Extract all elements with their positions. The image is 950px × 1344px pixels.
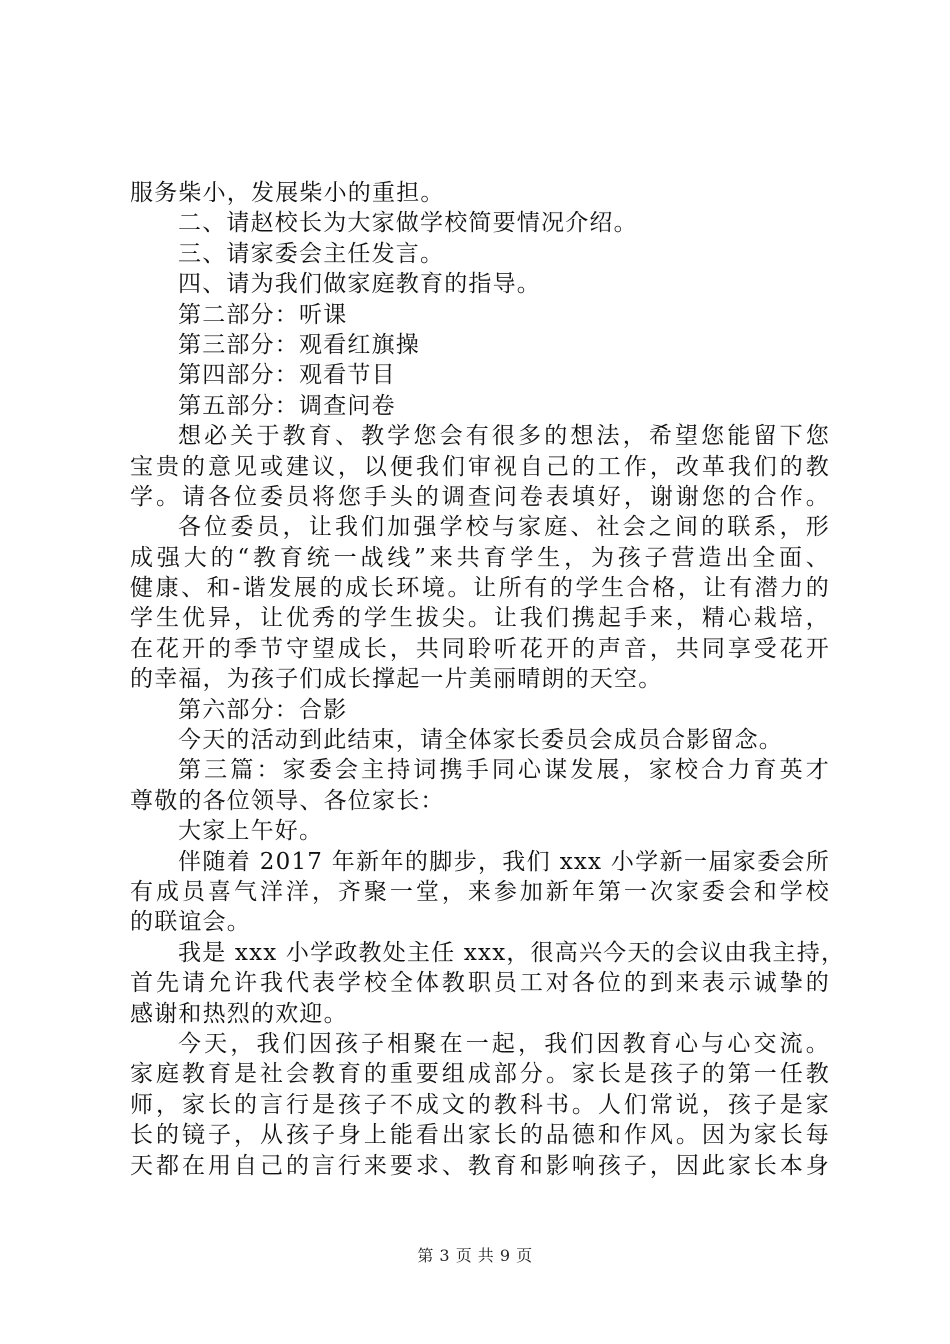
text-line: 想必关于教育、教学您会有很多的想法，希望您能留下您 — [178, 423, 830, 450]
text-line: 今天，我们因孩子相聚在一起，我们因教育心与心交流。 — [178, 1030, 830, 1057]
text-line: 服务柴小，发展柴小的重担。 — [130, 180, 445, 206]
text-line: 学生优异，让优秀的学生拔尖。让我们携起手来，精心栽培， — [130, 605, 830, 632]
text-line: 天都在用自己的言行来要求、教育和影响孩子，因此家长本身 — [130, 1152, 830, 1179]
text-line: 感谢和热烈的欢迎。 — [130, 1000, 348, 1027]
text-line: 首先请允许我代表学校全体教职员工对各位的到来表示诚挚的 — [130, 970, 830, 997]
text-line: 师，家长的言行是孩子不成文的教科书。人们常说，孩子是家 — [130, 1091, 830, 1118]
text-line: 伴随着 2017 年新年的脚步，我们 xxx 小学新一届家委会所 — [178, 848, 830, 875]
text-line: 今天的活动到此结束，请全体家长委员会成员合影留念。 — [178, 727, 783, 754]
text-line: 健康、和-谐发展的成长环境。让所有的学生合格，让有潜力的 — [130, 575, 830, 602]
text-line: 成强大的“教育统一战线”来共育学生，为孩子营造出全面、 — [130, 544, 830, 571]
text-line: 第三篇：家委会主持词携手同心谋发展，家校合力育英才 — [178, 757, 830, 784]
text-line: 家庭教育是社会教育的重要组成部分。家长是孩子的第一任教 — [130, 1061, 830, 1088]
text-line: 第五部分：调查问卷 — [178, 392, 396, 419]
text-line: 有成员喜气洋洋，齐聚一堂，来参加新年第一次家委会和学校 — [130, 878, 830, 905]
text-line: 第六部分：合影 — [178, 696, 348, 723]
text-line: 在花开的季节守望成长，共同聆听花开的声音，共同享受花开 — [130, 635, 830, 662]
text-line: 的联谊会。 — [130, 909, 251, 936]
text-line: 大家上午好。 — [178, 818, 324, 845]
text-line: 第四部分：观看节目 — [178, 362, 396, 389]
text-line: 学。请各位委员将您手头的调查问卷表填好，谢谢您的合作。 — [130, 483, 830, 510]
text-line: 各位委员，让我们加强学校与家庭、社会之间的联系，形 — [178, 514, 830, 541]
text-line: 宝贵的意见或建议，以便我们审视自己的工作，改革我们的教 — [130, 453, 830, 480]
text-line: 长的镜子，从孩子身上能看出家长的品德和作风。因为家长每 — [130, 1122, 830, 1149]
text-line: 第三部分：观看红旗操 — [178, 331, 420, 358]
text-line: 三、请家委会主任发言。 — [178, 240, 445, 267]
text-line: 二、请赵校长为大家做学校简要情况介绍。 — [178, 210, 638, 237]
text-line: 尊敬的各位领导、各位家长： — [130, 787, 445, 814]
page-footer: 第 3 页 共 9 页 — [417, 1246, 533, 1265]
text-line: 的幸福，为孩子们成长撑起一片美丽晴朗的天空。 — [130, 666, 663, 693]
text-line: 四、请为我们做家庭教育的指导。 — [178, 271, 541, 298]
text-line: 我是 xxx 小学政教处主任 xxx，很高兴今天的会议由我主持， — [178, 939, 846, 966]
document-body — [130, 178, 846, 1181]
text-line: 第二部分：听课 — [178, 301, 348, 328]
